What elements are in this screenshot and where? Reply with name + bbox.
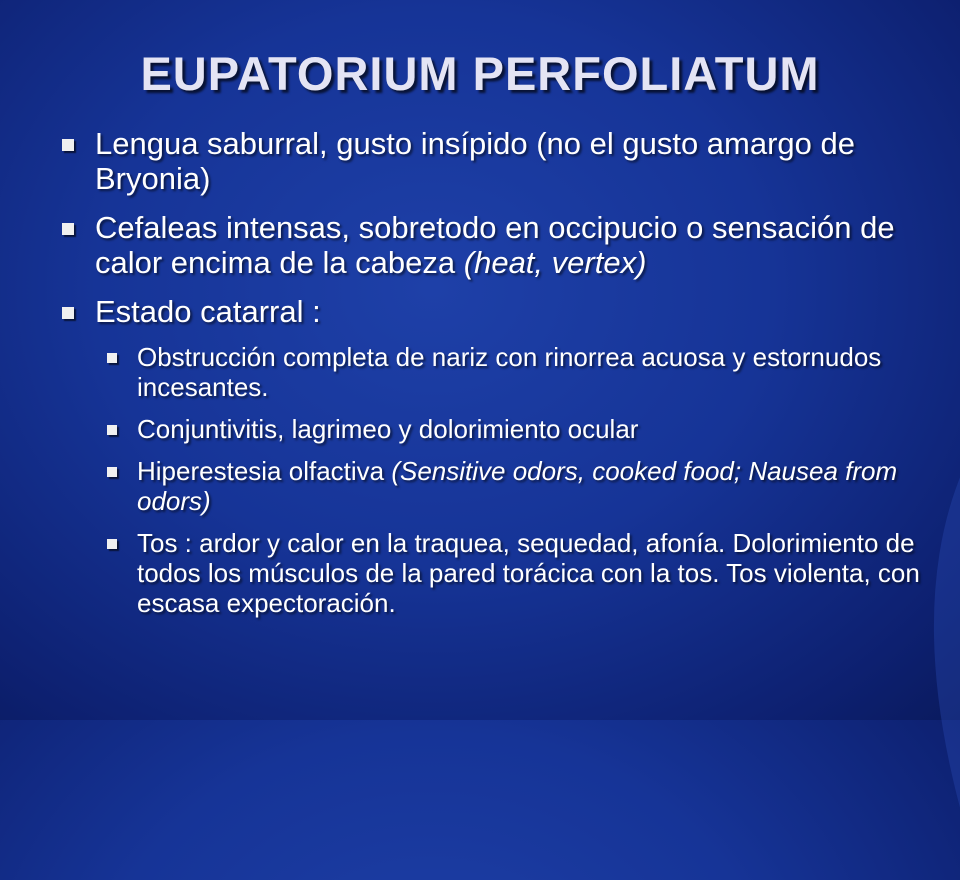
square-bullet-icon: [107, 425, 117, 435]
sub-bullet-text: Tos : ardor y calor en la traquea, sequedad, afonía. Dolorimiento de todos los músculos de la pared torácica con la tos. Tos violenta, con escasa expectoración.: [137, 528, 920, 618]
slide-content: [62, 126, 932, 630]
square-bullet-icon: [107, 353, 117, 363]
bullet-text: Lengua saburral, gusto insípido (no el gusto amargo de Bryonia): [95, 126, 855, 196]
bullet-item: [62, 294, 932, 329]
sub-bullet-item: [107, 456, 932, 516]
bullet-text: Cefaleas intensas, sobretodo en occipucio o sensación de calor encima de la cabeza: [95, 210, 895, 280]
sub-bullet-item: [107, 342, 932, 402]
square-bullet-icon: [62, 307, 74, 319]
bullet-item: [62, 126, 932, 196]
bullet-item: [62, 210, 932, 280]
bullet-text: Estado catarral :: [95, 294, 321, 329]
sub-bullet-text: Hiperestesia olfactiva: [137, 456, 392, 486]
slide-title: EUPATORIUM PERFOLIATUM: [140, 47, 820, 100]
square-bullet-icon: [62, 139, 74, 151]
sub-bullet-item: [107, 528, 932, 618]
square-bullet-icon: [62, 223, 74, 235]
square-bullet-icon: [107, 539, 117, 549]
sub-bullet-italic-text: (Sensitive odors, cooked food; Nausea from odors): [137, 456, 898, 516]
square-bullet-icon: [107, 467, 117, 477]
sub-bullet-text: Obstrucción completa de nariz con rinorrea acuosa y estornudos incesantes.: [137, 342, 882, 402]
bullet-italic-text: (heat, vertex): [463, 245, 647, 280]
sub-bullet-item: [107, 414, 932, 444]
sub-bullet-text: Conjuntivitis, lagrimeo y dolorimiento ocular: [137, 414, 639, 444]
